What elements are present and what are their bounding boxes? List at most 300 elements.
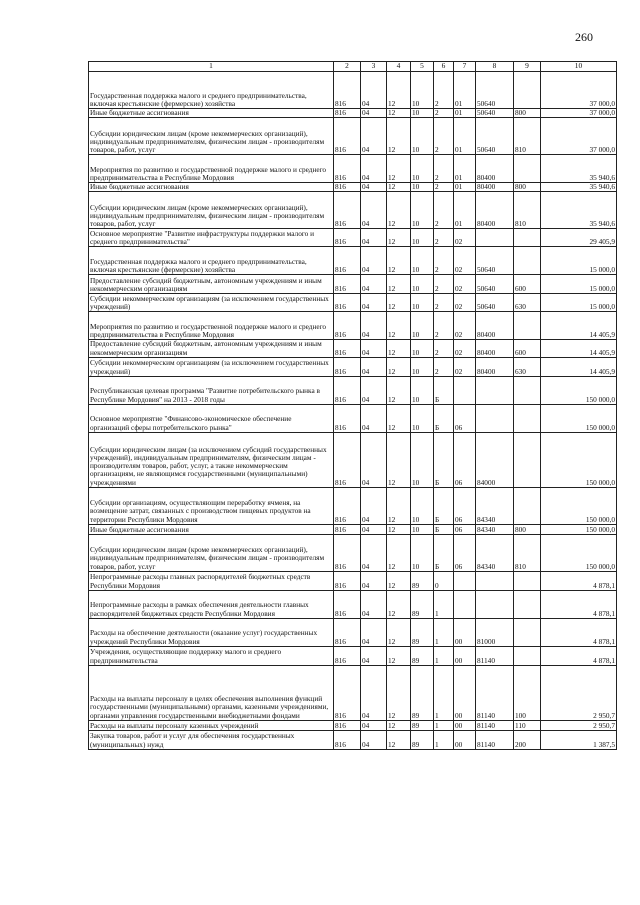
cell-section: 04 (361, 294, 387, 312)
cell-section: 04 (361, 534, 387, 571)
cell-description: Непрограммные расходы главных распорядителей бюджетных средств Республики Мордовия (89, 571, 334, 590)
cell-expense-type (514, 646, 541, 665)
cell-event: 06 (454, 487, 476, 524)
cell-expense-type (514, 487, 541, 524)
cell-expense-type (514, 432, 541, 487)
cell-direction: 80400 (476, 155, 514, 183)
cell-amount: 29 405,9 (541, 229, 617, 247)
header-cell: 2 (334, 62, 361, 72)
table-row (89, 109, 617, 118)
cell-subsection: 12 (387, 376, 411, 404)
cell-subprogram: 2 (434, 155, 454, 183)
cell-expense-type: 800 (514, 183, 541, 192)
cell-section: 04 (361, 646, 387, 665)
cell-section: 04 (361, 376, 387, 404)
cell-program: 89 (411, 730, 434, 749)
cell-direction: 84000 (476, 432, 514, 487)
table-row (89, 730, 617, 749)
table-row (89, 340, 617, 357)
cell-description: Основное мероприятие "Развитие инфраструктуры поддержки малого и среднего предпринимательства" (89, 229, 334, 247)
cell-subprogram: Б (434, 376, 454, 404)
cell-subsection: 12 (387, 571, 411, 590)
table-row (89, 357, 617, 376)
cell-expense-type: 810 (514, 118, 541, 155)
header-cell: 8 (476, 62, 514, 72)
cell-section: 04 (361, 72, 387, 109)
cell-description: Расходы на выплаты персоналу казенных учреждений (89, 720, 334, 730)
cell-ministry: 816 (334, 229, 361, 247)
cell-description: Расходы на выплаты персоналу в целях обеспечения выполнения функций государственными (муниципальными) органами, казенными учреждениями, органами управления государственными внебюджетными фондами (89, 665, 334, 720)
cell-description: Расходы на обеспечение деятельности (оказание услуг) государственных учреждений Республики Мордовия (89, 618, 334, 646)
table-row (89, 155, 617, 183)
cell-description: Закупка товаров, работ и услуг для обеспечения государственных (муниципальных) нужд (89, 730, 334, 749)
cell-subsection: 12 (387, 357, 411, 376)
cell-subprogram: 1 (434, 590, 454, 618)
cell-expense-type (514, 72, 541, 109)
cell-event: 06 (454, 534, 476, 571)
cell-subprogram: 2 (434, 247, 454, 275)
cell-program: 10 (411, 192, 434, 229)
cell-direction: 84340 (476, 487, 514, 524)
cell-program: 10 (411, 487, 434, 524)
cell-event: 00 (454, 720, 476, 730)
cell-subsection: 12 (387, 294, 411, 312)
cell-direction (476, 229, 514, 247)
cell-expense-type (514, 376, 541, 404)
cell-amount: 14 405,9 (541, 357, 617, 376)
header-cell: 4 (387, 62, 411, 72)
cell-amount: 4 878,1 (541, 646, 617, 665)
table-row (89, 720, 617, 730)
cell-description: Субсидии юридическим лицам (кроме некоммерческих организаций), индивидуальным предпринимателям, физическим лицам - производителям товаров, работ, услуг (89, 192, 334, 229)
cell-subprogram: 2 (434, 312, 454, 340)
cell-program: 10 (411, 72, 434, 109)
cell-ministry: 816 (334, 72, 361, 109)
cell-subsection: 12 (387, 720, 411, 730)
table-row (89, 229, 617, 247)
cell-direction: 81140 (476, 720, 514, 730)
cell-program: 10 (411, 294, 434, 312)
table-row (89, 571, 617, 590)
cell-ministry: 816 (334, 524, 361, 534)
cell-expense-type: 800 (514, 524, 541, 534)
table-row (89, 118, 617, 155)
cell-expense-type (514, 618, 541, 646)
cell-amount: 4 878,1 (541, 590, 617, 618)
table-row (89, 312, 617, 340)
table-row (89, 404, 617, 432)
cell-subprogram: 1 (434, 730, 454, 749)
cell-amount: 150 000,0 (541, 376, 617, 404)
cell-amount: 2 950,7 (541, 720, 617, 730)
cell-subprogram: 2 (434, 340, 454, 357)
cell-subsection: 12 (387, 109, 411, 118)
cell-subsection: 12 (387, 404, 411, 432)
cell-program: 10 (411, 404, 434, 432)
cell-amount: 150 000,0 (541, 524, 617, 534)
cell-direction (476, 571, 514, 590)
table-row (89, 618, 617, 646)
cell-program: 10 (411, 155, 434, 183)
cell-ministry: 816 (334, 340, 361, 357)
cell-ministry: 816 (334, 294, 361, 312)
cell-expense-type: 600 (514, 340, 541, 357)
cell-program: 10 (411, 357, 434, 376)
cell-direction: 80400 (476, 340, 514, 357)
cell-amount: 150 000,0 (541, 404, 617, 432)
cell-expense-type: 630 (514, 357, 541, 376)
cell-ministry: 816 (334, 730, 361, 749)
header-cell: 9 (514, 62, 541, 72)
cell-event: 02 (454, 294, 476, 312)
table-row (89, 72, 617, 109)
cell-subprogram: 0 (434, 571, 454, 590)
cell-section: 04 (361, 524, 387, 534)
table-row (89, 192, 617, 229)
cell-description: Государственная поддержка малого и среднего предпринимательства, включая крестьянские (фермерские) хозяйства (89, 72, 334, 109)
cell-expense-type (514, 571, 541, 590)
header-cell: 3 (361, 62, 387, 72)
cell-event: 02 (454, 340, 476, 357)
cell-direction: 81140 (476, 730, 514, 749)
cell-section: 04 (361, 590, 387, 618)
cell-subsection: 12 (387, 618, 411, 646)
cell-subsection: 12 (387, 487, 411, 524)
cell-event: 02 (454, 247, 476, 275)
cell-amount: 150 000,0 (541, 487, 617, 524)
cell-expense-type: 100 (514, 665, 541, 720)
cell-subprogram: 2 (434, 229, 454, 247)
cell-amount: 150 000,0 (541, 534, 617, 571)
cell-ministry: 816 (334, 192, 361, 229)
cell-section: 04 (361, 155, 387, 183)
cell-program: 10 (411, 109, 434, 118)
cell-amount: 1 387,5 (541, 730, 617, 749)
cell-section: 04 (361, 118, 387, 155)
table-row (89, 294, 617, 312)
table-header-row (89, 62, 617, 72)
cell-description: Субсидии некоммерческим организациям (за исключением государственных учреждений) (89, 294, 334, 312)
cell-expense-type: 810 (514, 192, 541, 229)
header-cell: 1 (89, 62, 334, 72)
cell-event: 01 (454, 183, 476, 192)
cell-subsection: 12 (387, 312, 411, 340)
cell-ministry: 816 (334, 432, 361, 487)
cell-program: 10 (411, 340, 434, 357)
cell-expense-type (514, 590, 541, 618)
cell-event: 06 (454, 432, 476, 487)
cell-amount: 4 878,1 (541, 571, 617, 590)
cell-event (454, 376, 476, 404)
table-row (89, 534, 617, 571)
cell-program: 89 (411, 590, 434, 618)
cell-program: 89 (411, 665, 434, 720)
cell-ministry: 816 (334, 247, 361, 275)
cell-description: Мероприятия по развитию и государственной поддержке малого и среднего предпринимательства в Республике Мордовия (89, 155, 334, 183)
cell-subprogram: 1 (434, 646, 454, 665)
cell-amount: 2 950,7 (541, 665, 617, 720)
cell-ministry: 816 (334, 487, 361, 524)
cell-section: 04 (361, 730, 387, 749)
cell-description: Иные бюджетные ассигнования (89, 524, 334, 534)
cell-event: 02 (454, 357, 476, 376)
table-row (89, 275, 617, 294)
cell-direction: 80400 (476, 192, 514, 229)
cell-description: Предоставление субсидий бюджетным, автономным учреждениям и иным некоммерческим организациям (89, 340, 334, 357)
header-cell: 5 (411, 62, 434, 72)
cell-event: 02 (454, 229, 476, 247)
cell-subprogram: 2 (434, 109, 454, 118)
budget-table (88, 61, 617, 750)
cell-amount: 14 405,9 (541, 312, 617, 340)
table-row (89, 376, 617, 404)
cell-subsection: 12 (387, 155, 411, 183)
cell-subprogram: 2 (434, 275, 454, 294)
cell-event: 01 (454, 118, 476, 155)
header-cell: 10 (541, 62, 617, 72)
cell-section: 04 (361, 487, 387, 524)
cell-amount: 37 000,0 (541, 109, 617, 118)
cell-amount: 14 405,9 (541, 340, 617, 357)
cell-expense-type (514, 247, 541, 275)
table-row (89, 524, 617, 534)
cell-subsection: 12 (387, 72, 411, 109)
cell-subsection: 12 (387, 432, 411, 487)
cell-direction: 80400 (476, 312, 514, 340)
cell-description: Субсидии юридическим лицам (кроме некоммерческих организаций), индивидуальным предпринимателям, физическим лицам - производителям товаров, работ, услуг (89, 534, 334, 571)
cell-event: 06 (454, 404, 476, 432)
cell-subsection: 12 (387, 229, 411, 247)
cell-description: Мероприятия по развитию и государственной поддержке малого и среднего предпринимательства в Республике Мордовия (89, 312, 334, 340)
cell-description: Учреждения, осуществляющие поддержку малого и среднего предпринимательства (89, 646, 334, 665)
cell-subprogram: 2 (434, 294, 454, 312)
cell-ministry: 816 (334, 275, 361, 294)
cell-description: Иные бюджетные ассигнования (89, 109, 334, 118)
cell-subsection: 12 (387, 590, 411, 618)
cell-ministry: 816 (334, 534, 361, 571)
cell-ministry: 816 (334, 665, 361, 720)
cell-amount: 35 940,6 (541, 155, 617, 183)
cell-ministry: 816 (334, 118, 361, 155)
cell-subsection: 12 (387, 730, 411, 749)
cell-event: 02 (454, 312, 476, 340)
cell-event: 02 (454, 275, 476, 294)
cell-ministry: 816 (334, 720, 361, 730)
cell-expense-type: 110 (514, 720, 541, 730)
cell-ministry: 816 (334, 155, 361, 183)
cell-section: 04 (361, 357, 387, 376)
cell-program: 10 (411, 312, 434, 340)
cell-subsection: 12 (387, 646, 411, 665)
cell-section: 04 (361, 183, 387, 192)
table-row (89, 646, 617, 665)
cell-direction: 50640 (476, 118, 514, 155)
cell-event (454, 571, 476, 590)
cell-amount: 37 000,0 (541, 118, 617, 155)
cell-amount: 150 000,0 (541, 432, 617, 487)
cell-amount: 4 878,1 (541, 618, 617, 646)
cell-program: 89 (411, 646, 434, 665)
cell-program: 10 (411, 432, 434, 487)
cell-section: 04 (361, 618, 387, 646)
cell-direction: 80400 (476, 183, 514, 192)
cell-description: Субсидии юридическим лицам (за исключением субсидий государственных учреждений), индивидуальным предпринимателям, физическим лицам - производителям товаров, работ, услуг, а также некоммерческим организациям, не являющимся государственными (муниципальными) учреждениями (89, 432, 334, 487)
cell-program: 10 (411, 534, 434, 571)
cell-program: 10 (411, 229, 434, 247)
page-number: 260 (575, 30, 593, 44)
cell-ministry: 816 (334, 312, 361, 340)
cell-direction: 81000 (476, 618, 514, 646)
cell-description: Иные бюджетные ассигнования (89, 183, 334, 192)
cell-description: Субсидии некоммерческим организациям (за исключением государственных учреждений) (89, 357, 334, 376)
cell-event (454, 590, 476, 618)
cell-ministry: 816 (334, 109, 361, 118)
cell-subsection: 12 (387, 275, 411, 294)
cell-direction: 81140 (476, 665, 514, 720)
cell-program: 89 (411, 618, 434, 646)
cell-section: 04 (361, 109, 387, 118)
cell-description: Субсидии организациям, осуществляющим переработку ячменя, на возмещение затрат, связанных с производством пищевых продуктов на территории Республики Мордовия (89, 487, 334, 524)
cell-event: 00 (454, 618, 476, 646)
cell-description: Основное мероприятие "Финансово-экономическое обеспечение организаций сферы потребительского рынка" (89, 404, 334, 432)
cell-subprogram: 1 (434, 618, 454, 646)
cell-section: 04 (361, 665, 387, 720)
cell-direction: 80400 (476, 357, 514, 376)
cell-section: 04 (361, 275, 387, 294)
cell-direction: 50640 (476, 275, 514, 294)
cell-section: 04 (361, 340, 387, 357)
cell-section: 04 (361, 720, 387, 730)
cell-ministry: 816 (334, 646, 361, 665)
cell-subprogram: 1 (434, 720, 454, 730)
cell-expense-type: 200 (514, 730, 541, 749)
cell-section: 04 (361, 192, 387, 229)
cell-subprogram: 2 (434, 357, 454, 376)
cell-ministry: 816 (334, 183, 361, 192)
cell-ministry: 816 (334, 404, 361, 432)
cell-program: 89 (411, 571, 434, 590)
cell-section: 04 (361, 247, 387, 275)
cell-ministry: 816 (334, 357, 361, 376)
cell-direction: 84340 (476, 534, 514, 571)
cell-amount: 15 000,0 (541, 247, 617, 275)
table-row (89, 432, 617, 487)
table-row (89, 183, 617, 192)
table-row (89, 247, 617, 275)
header-cell: 7 (454, 62, 476, 72)
cell-program: 89 (411, 720, 434, 730)
cell-program: 10 (411, 247, 434, 275)
cell-subprogram: 2 (434, 72, 454, 109)
cell-ministry: 816 (334, 618, 361, 646)
cell-section: 04 (361, 404, 387, 432)
cell-direction: 50640 (476, 109, 514, 118)
table-row (89, 590, 617, 618)
cell-expense-type (514, 312, 541, 340)
cell-section: 04 (361, 571, 387, 590)
cell-description: Государственная поддержка малого и среднего предпринимательства, включая крестьянские (фермерские) хозяйства (89, 247, 334, 275)
cell-subprogram: 2 (434, 183, 454, 192)
cell-description: Республиканская целевая программа "Развитие потребительского рынка в Республике Мордовия" на 2013 - 2018 годы (89, 376, 334, 404)
cell-direction (476, 376, 514, 404)
cell-subprogram: Б (434, 404, 454, 432)
cell-amount: 35 940,6 (541, 183, 617, 192)
cell-subprogram: 2 (434, 118, 454, 155)
cell-subsection: 12 (387, 524, 411, 534)
cell-expense-type: 810 (514, 534, 541, 571)
cell-subsection: 12 (387, 665, 411, 720)
cell-event: 01 (454, 192, 476, 229)
cell-expense-type (514, 155, 541, 183)
cell-expense-type: 800 (514, 109, 541, 118)
cell-description: Непрограммные расходы в рамках обеспечения деятельности главных распорядителей бюджетных средств Республики Мордовия (89, 590, 334, 618)
cell-ministry: 816 (334, 571, 361, 590)
cell-direction (476, 404, 514, 432)
cell-event: 01 (454, 109, 476, 118)
cell-expense-type: 600 (514, 275, 541, 294)
cell-subprogram: Б (434, 534, 454, 571)
cell-ministry: 816 (334, 590, 361, 618)
cell-direction: 84340 (476, 524, 514, 534)
cell-expense-type: 630 (514, 294, 541, 312)
cell-section: 04 (361, 229, 387, 247)
cell-subsection: 12 (387, 118, 411, 155)
cell-amount: 35 940,6 (541, 192, 617, 229)
cell-program: 10 (411, 118, 434, 155)
cell-subsection: 12 (387, 340, 411, 357)
cell-direction: 50640 (476, 72, 514, 109)
cell-event: 00 (454, 665, 476, 720)
cell-amount: 15 000,0 (541, 275, 617, 294)
cell-subsection: 12 (387, 534, 411, 571)
cell-event: 00 (454, 730, 476, 749)
cell-direction: 50640 (476, 247, 514, 275)
table-row (89, 487, 617, 524)
cell-direction: 81140 (476, 646, 514, 665)
cell-program: 10 (411, 376, 434, 404)
cell-program: 10 (411, 524, 434, 534)
cell-program: 10 (411, 275, 434, 294)
cell-direction (476, 590, 514, 618)
cell-expense-type (514, 229, 541, 247)
table-body (89, 62, 617, 750)
header-cell: 6 (434, 62, 454, 72)
cell-amount: 15 000,0 (541, 294, 617, 312)
cell-event: 01 (454, 155, 476, 183)
cell-subprogram: Б (434, 487, 454, 524)
cell-event: 01 (454, 72, 476, 109)
cell-amount: 37 000,0 (541, 72, 617, 109)
cell-subprogram: 1 (434, 665, 454, 720)
cell-ministry: 816 (334, 376, 361, 404)
cell-subsection: 12 (387, 183, 411, 192)
cell-subprogram: Б (434, 524, 454, 534)
cell-section: 04 (361, 432, 387, 487)
cell-expense-type (514, 404, 541, 432)
cell-description: Субсидии юридическим лицам (кроме некоммерческих организаций), индивидуальным предпринимателям, физическим лицам - производителям товаров, работ, услуг (89, 118, 334, 155)
cell-program: 10 (411, 183, 434, 192)
table-row (89, 665, 617, 720)
cell-subsection: 12 (387, 192, 411, 229)
cell-event: 06 (454, 524, 476, 534)
cell-event: 00 (454, 646, 476, 665)
cell-subsection: 12 (387, 247, 411, 275)
cell-section: 04 (361, 312, 387, 340)
cell-subprogram: 2 (434, 192, 454, 229)
cell-direction: 50640 (476, 294, 514, 312)
cell-subprogram: Б (434, 432, 454, 487)
cell-description: Предоставление субсидий бюджетным, автономным учреждениям и иным некоммерческим организациям (89, 275, 334, 294)
